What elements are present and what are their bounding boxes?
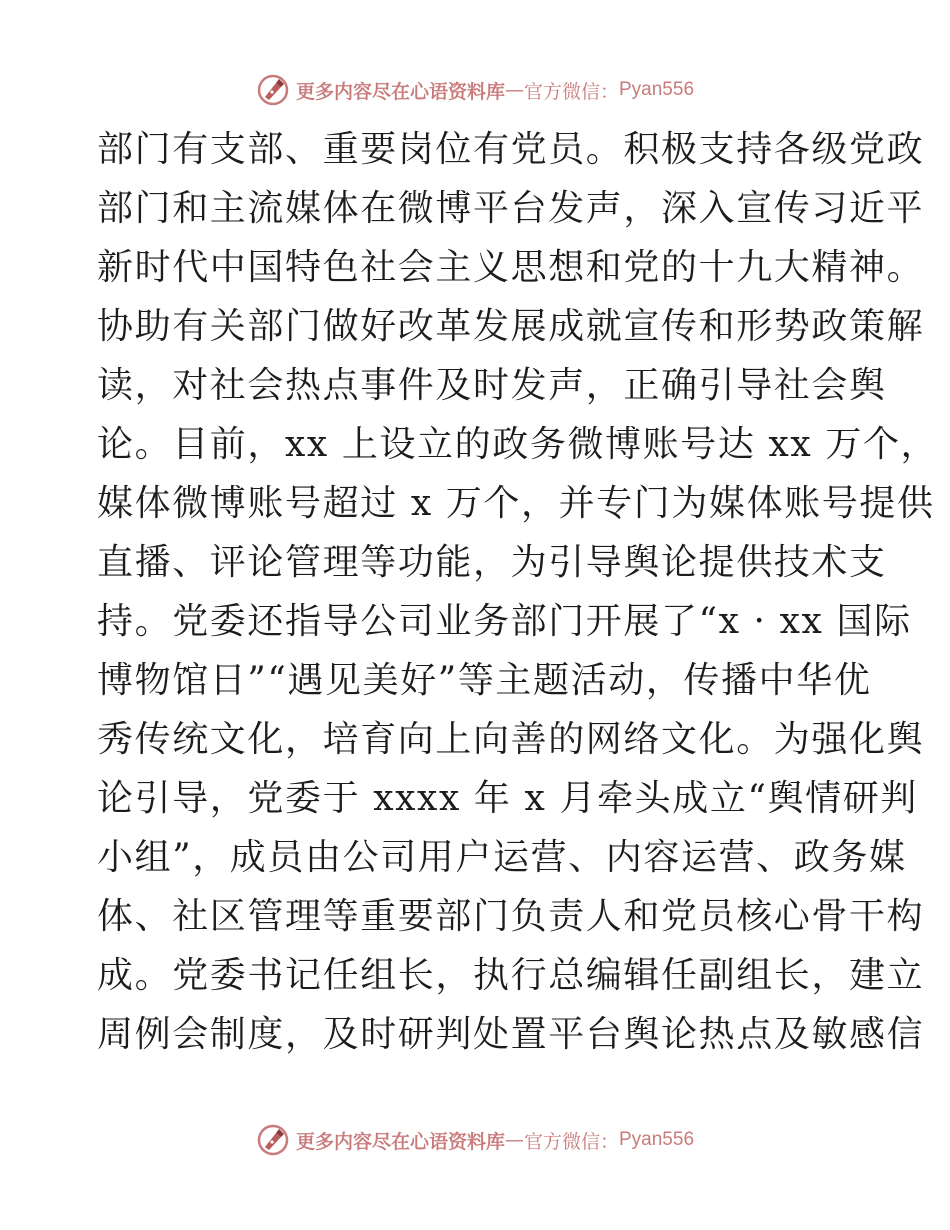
separator: — — [504, 79, 524, 101]
brand-text: 更多内容尽在心语资料库 — [295, 80, 505, 103]
footer-banner — [0, 1120, 950, 1160]
body-line: 媒体微博账号超过 x 万个，并专门为媒体账号提供 — [97, 483, 935, 524]
pen-nib-logo-icon — [256, 1123, 290, 1157]
body-line: 论引导，党委于 xxxx 年 x 月牵头成立“舆情研判 — [97, 778, 918, 819]
body-line: 周例会制度，及时研判处置平台舆论热点及敏感信 — [97, 1014, 925, 1055]
separator: — — [504, 1129, 524, 1151]
body-line: 博物馆日”“遇见美好”等主题活动，传播中华优 — [97, 660, 872, 701]
body-line: 读，对社会热点事件及时发声，正确引导社会舆 — [97, 365, 887, 406]
body-line: 部门有支部、重要岗位有党员。积极支持各级党政 — [97, 129, 925, 170]
body-line: 持。党委还指导公司业务部门开展了“x · xx 国际 — [97, 601, 912, 642]
brand-text: 更多内容尽在心语资料库 — [295, 1130, 505, 1153]
body-line: 论。目前，xx 上设立的政务微博账号达 xx 万个， — [97, 424, 939, 465]
body-line: 部门和主流媒体在微博平台发声，深入宣传习近平 — [97, 188, 925, 229]
body-line: 直播、评论管理等功能，为引导舆论提供技术支 — [97, 542, 887, 583]
body-line: 秀传统文化，培育向上向善的网络文化。为强化舆 — [97, 719, 925, 760]
pen-nib-logo-icon — [256, 73, 290, 107]
wechat-label: 官方微信： — [523, 80, 619, 103]
body-line: 小组”，成员由公司用户运营、内容运营、政务媒 — [97, 837, 907, 878]
body-line: 协助有关部门做好改革发展成就宣传和形势政策解 — [97, 306, 925, 347]
document-body — [97, 120, 939, 1064]
body-line: 新时代中国特色社会主义思想和党的十九大精神。 — [97, 247, 925, 288]
wechat-id: Pyan556 — [619, 1129, 695, 1150]
wechat-id: Pyan556 — [619, 79, 695, 100]
body-line: 体、社区管理等重要部门负责人和党员核心骨干构 — [97, 896, 925, 937]
body-line: 成。党委书记任组长，执行总编辑任副组长，建立 — [97, 955, 925, 996]
wechat-label: 官方微信： — [523, 1130, 619, 1153]
header-banner — [0, 70, 950, 110]
